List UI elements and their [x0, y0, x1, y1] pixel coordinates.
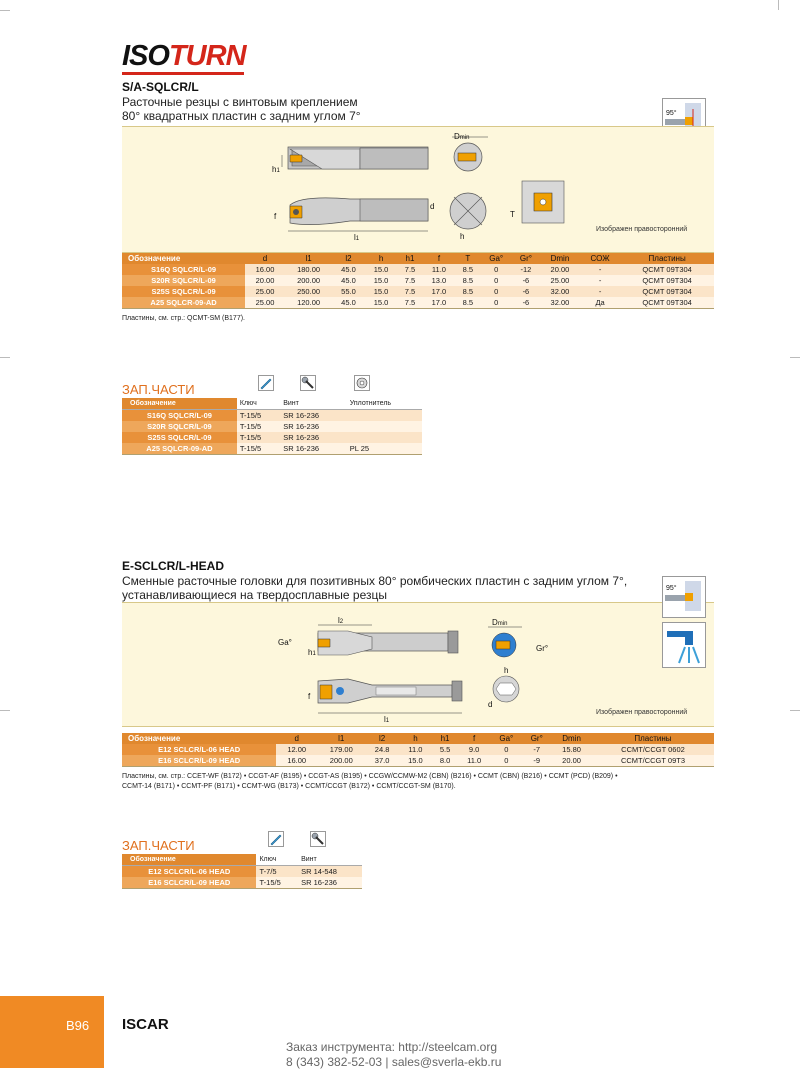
designation-cell: E16 SCLCR/L-09 HEAD — [122, 755, 276, 767]
column-header: Dmin — [540, 253, 580, 264]
table-cell: T-15/5 — [237, 443, 280, 455]
column-header: Обозначение — [122, 733, 276, 744]
table-cell: 25.00 — [245, 297, 285, 309]
svg-text:95°: 95° — [666, 110, 677, 117]
table-cell: 7.5 — [397, 286, 422, 297]
designation-cell: S25S SQLCR/L-09 — [122, 432, 237, 443]
column-header: Пластины — [592, 733, 714, 744]
column-header: Винт — [280, 398, 347, 410]
order-line-2: 8 (343) 382-52-03 | sales@sverla-ekb.ru — [286, 1055, 502, 1069]
section1-subtitle-1: Расточные резцы с винтовым креплением — [122, 95, 358, 109]
table-cell: QCMT 09T304 — [620, 275, 714, 286]
table-cell: 0 — [481, 264, 512, 275]
table-cell: 20.00 — [245, 275, 285, 286]
table-cell: Да — [580, 297, 620, 309]
svg-text:l2: l2 — [338, 616, 344, 625]
table-cell: 15.0 — [365, 297, 398, 309]
table-cell — [347, 421, 422, 432]
column-header: h — [365, 253, 398, 264]
designation-cell: S20R SQLCR/L-09 — [122, 421, 237, 432]
svg-text:l1: l1 — [354, 233, 360, 242]
column-header: Gr° — [512, 253, 540, 264]
column-header: Ga° — [490, 733, 522, 744]
section2-spare-table — [122, 854, 362, 889]
table-row — [122, 275, 714, 286]
column-header: h1 — [397, 253, 422, 264]
svg-text:d: d — [488, 700, 493, 709]
section2-note-1: Пластины, см. стр.: CCET-WF (B172) • CCGT-AF (B195) • CCGT-AS (B195) • CCGW/CCMW-M2 (CBN) (B216) • CCMT (CBN) (B216) • CCMT (PCD) (B209) • — [122, 773, 618, 780]
page-number: B96 — [66, 1018, 90, 1033]
column-header: Gr° — [522, 733, 551, 744]
screw-icon — [300, 375, 316, 396]
column-header: f — [423, 253, 456, 264]
table-cell: CCMT/CCGT 09T3 — [592, 755, 714, 767]
column-header: f — [458, 733, 490, 744]
column-header: h1 — [432, 733, 458, 744]
table-cell: 15.0 — [399, 755, 432, 767]
table-row — [122, 432, 422, 443]
table-cell: QCMT 09T304 — [620, 264, 714, 275]
designation-cell: E12 SCLCR/L-06 HEAD — [122, 744, 276, 755]
svg-text:h1: h1 — [272, 165, 280, 174]
svg-text:l1: l1 — [384, 715, 390, 724]
crop-mark — [790, 710, 800, 711]
table-cell: 250.00 — [285, 286, 332, 297]
table-row — [122, 443, 422, 455]
table-cell: 7.5 — [397, 297, 422, 309]
designation-cell: S25S SQLCR/L-09 — [122, 286, 245, 297]
table-cell: QCMT 09T304 — [620, 297, 714, 309]
table-cell: T-15/5 — [237, 432, 280, 443]
table-cell: 8.5 — [455, 286, 480, 297]
table-cell: 15.0 — [365, 286, 398, 297]
table-cell: 0 — [481, 286, 512, 297]
table-cell: -9 — [522, 755, 551, 767]
column-header: Пластины — [620, 253, 714, 264]
table-cell: 11.0 — [423, 264, 456, 275]
table-cell: 11.0 — [399, 744, 432, 755]
column-header: l1 — [317, 733, 365, 744]
table-cell: 15.0 — [365, 275, 398, 286]
table-cell: 200.00 — [285, 275, 332, 286]
svg-text:95°: 95° — [666, 585, 677, 592]
table-cell: SR 14-548 — [298, 866, 362, 878]
svg-text:h1: h1 — [308, 648, 316, 657]
svg-text:Dmin: Dmin — [454, 132, 470, 141]
table-cell: -6 — [512, 297, 540, 309]
table-cell: 32.00 — [540, 297, 580, 309]
table-cell: 17.0 — [423, 286, 456, 297]
drawing-note: Изображен правосторонний — [596, 709, 688, 716]
section2-spec-table — [122, 733, 714, 767]
table-cell: 45.0 — [332, 297, 365, 309]
designation-cell: A25 SQLCR-09-AD — [122, 443, 237, 455]
column-header: d — [245, 253, 285, 264]
svg-text:d: d — [430, 202, 435, 211]
column-header: Обозначение — [122, 253, 245, 264]
table-cell: 0 — [490, 755, 522, 767]
crop-mark — [0, 10, 10, 11]
table-cell: 0 — [481, 297, 512, 309]
table-cell: SR 16-236 — [280, 443, 347, 455]
logo-underline — [122, 72, 244, 75]
svg-text:Dmin: Dmin — [492, 618, 508, 627]
table-header-row — [122, 253, 714, 264]
svg-text:h: h — [504, 666, 509, 675]
table-cell: 15.0 — [365, 264, 398, 275]
table-cell: T-15/5 — [237, 421, 280, 432]
table-cell: 12.00 — [276, 744, 317, 755]
table-cell: 17.0 — [423, 297, 456, 309]
section2-spare-title: ЗАП.ЧАСТИ — [122, 838, 195, 853]
svg-text:Gr°: Gr° — [536, 644, 549, 653]
crop-mark — [0, 710, 10, 711]
table-cell: 25.00 — [540, 275, 580, 286]
table-cell: SR 16-236 — [298, 877, 362, 889]
column-header: Ga° — [481, 253, 512, 264]
table-cell: 37.0 — [365, 755, 398, 767]
designation-cell: A25 SQLCR-09-AD — [122, 297, 245, 309]
column-header: Винт — [298, 854, 362, 866]
table-cell: 20.00 — [540, 264, 580, 275]
section1-drawing — [122, 126, 714, 253]
column-header: СОЖ — [580, 253, 620, 264]
svg-text:h: h — [460, 232, 465, 241]
table-cell: -6 — [512, 275, 540, 286]
table-cell — [347, 432, 422, 443]
designation-cell: S20R SQLCR/L-09 — [122, 275, 245, 286]
column-header: Обозначение — [122, 854, 256, 866]
table-cell: T-15/5 — [237, 410, 280, 422]
order-line-1: Заказ инструмента: http://steelcam.org — [286, 1040, 498, 1054]
table-cell: 20.00 — [551, 755, 592, 767]
designation-cell: S16Q SQLCR/L-09 — [122, 264, 245, 275]
table-row — [122, 755, 714, 767]
table-cell: 11.0 — [458, 755, 490, 767]
isoturn-logo: ISOTURN — [122, 40, 246, 72]
designation-cell: E16 SCLCR/L-09 HEAD — [122, 877, 256, 889]
table-cell: 25.00 — [245, 286, 285, 297]
table-cell: 16.00 — [245, 264, 285, 275]
section1-spec-table — [122, 253, 714, 309]
table-cell: SR 16-236 — [280, 410, 347, 422]
section2-drawing — [122, 602, 714, 727]
table-cell: -12 — [512, 264, 540, 275]
key-icon — [258, 375, 274, 396]
column-header: Ключ — [256, 854, 298, 866]
table-cell: 55.0 — [332, 286, 365, 297]
designation-cell: E12 SCLCR/L-06 HEAD — [122, 866, 256, 878]
table-row — [122, 264, 714, 275]
column-header: Ключ — [237, 398, 280, 410]
crop-mark — [790, 357, 800, 358]
table-row — [122, 421, 422, 432]
svg-text:T: T — [510, 210, 515, 219]
column-header: d — [276, 733, 317, 744]
table-cell: T-15/5 — [256, 877, 298, 889]
table-cell: 8.5 — [455, 264, 480, 275]
table-cell: 200.00 — [317, 755, 365, 767]
boring-95-icon — [662, 576, 706, 618]
svg-text:Ga°: Ga° — [278, 638, 292, 647]
column-header: l2 — [332, 253, 365, 264]
screw-icon — [310, 831, 326, 852]
column-header: l2 — [365, 733, 398, 744]
table-cell: 8.5 — [455, 297, 480, 309]
table-cell: 120.00 — [285, 297, 332, 309]
column-header: Обозначение — [122, 398, 237, 410]
table-row — [122, 744, 714, 755]
table-cell: - — [580, 275, 620, 286]
column-header: l1 — [285, 253, 332, 264]
table-cell: - — [580, 264, 620, 275]
designation-cell: S16Q SQLCR/L-09 — [122, 410, 237, 422]
table-cell: 32.00 — [540, 286, 580, 297]
iscar-brand: ISCAR — [122, 1016, 169, 1033]
table-cell — [347, 410, 422, 422]
table-cell: 179.00 — [317, 744, 365, 755]
table-cell: 15.80 — [551, 744, 592, 755]
section1-title: S/A-SQLCR/L — [122, 80, 199, 94]
table-cell: SR 16-236 — [280, 421, 347, 432]
table-header-row — [122, 733, 714, 744]
table-row — [122, 877, 362, 889]
table-cell: 45.0 — [332, 264, 365, 275]
svg-text:f: f — [274, 212, 277, 221]
table-cell: 5.5 — [432, 744, 458, 755]
table-cell: SR 16-236 — [280, 432, 347, 443]
section1-spare-title: ЗАП.ЧАСТИ — [122, 382, 195, 397]
section1-note: Пластины, см. стр.: QCMT-SM (B177). — [122, 315, 245, 322]
table-cell: QCMT 09T304 — [620, 286, 714, 297]
drawing-note: Изображен правосторонний — [596, 226, 688, 233]
section1-spare-table — [122, 398, 422, 455]
table-cell: 7.5 — [397, 264, 422, 275]
table-cell: 8.5 — [455, 275, 480, 286]
table-cell: 8.0 — [432, 755, 458, 767]
table-cell: T-7/5 — [256, 866, 298, 878]
table-cell: 0 — [490, 744, 522, 755]
section2-title: E-SCLCR/L-HEAD — [122, 559, 224, 573]
seal-icon — [354, 375, 370, 396]
table-cell: 7.5 — [397, 275, 422, 286]
table-cell: 24.8 — [365, 744, 398, 755]
table-cell: 0 — [481, 275, 512, 286]
column-header: T — [455, 253, 480, 264]
column-header: h — [399, 733, 432, 744]
section2-subtitle-2: устанавливающиеся на твердосплавные резцы — [122, 588, 388, 602]
table-cell: 13.0 — [423, 275, 456, 286]
svg-text:f: f — [308, 692, 311, 701]
table-row — [122, 410, 422, 422]
column-header: Dmin — [551, 733, 592, 744]
table-cell: 16.00 — [276, 755, 317, 767]
section1-subtitle-2: 80° квадратных пластин с задним углом 7° — [122, 109, 361, 123]
table-header-row — [122, 854, 362, 866]
table-cell: CCMT/CCGT 0602 — [592, 744, 714, 755]
column-header: Уплотнитель — [347, 398, 422, 410]
table-row — [122, 297, 714, 309]
coolant-icon — [662, 622, 706, 668]
table-cell: PL 25 — [347, 443, 422, 455]
table-cell: 9.0 — [458, 744, 490, 755]
table-cell: - — [580, 286, 620, 297]
table-cell: -6 — [512, 286, 540, 297]
table-row — [122, 286, 714, 297]
table-cell: -7 — [522, 744, 551, 755]
table-cell: 180.00 — [285, 264, 332, 275]
crop-mark — [0, 357, 10, 358]
table-row — [122, 866, 362, 878]
section2-note-2: CCMT-14 (B171) • CCMT-PF (B171) • CCMT-WG (B173) • CCMT/CCGT (B172) • CCMT/CCGT-SM (B170). — [122, 783, 456, 790]
key-icon — [268, 831, 284, 852]
crop-mark — [778, 0, 779, 10]
table-cell: 45.0 — [332, 275, 365, 286]
section2-subtitle-1: Сменные расточные головки для позитивных 80° ромбических пластин с задним углом 7°, — [122, 574, 628, 588]
table-header-row — [122, 398, 422, 410]
